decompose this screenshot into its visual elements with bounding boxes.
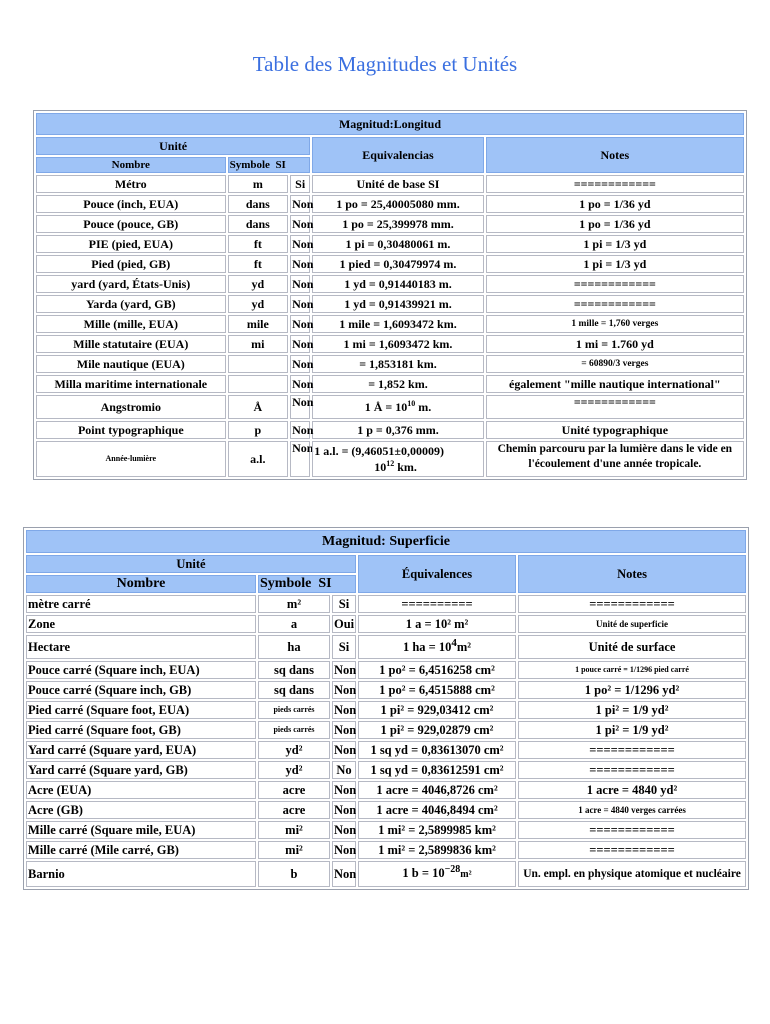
- unit-symbol: ft: [228, 255, 289, 273]
- unit-equiv: 1 sq yd = 0,83613070 cm²: [358, 741, 516, 759]
- unit-notes: 1 pi = 1/3 yd: [486, 235, 744, 253]
- unit-notes: 1 pi² = 1/9 yd²: [518, 701, 746, 719]
- unit-si: Oui: [334, 617, 355, 631]
- unit-equiv: = 1,852 km.: [312, 375, 483, 393]
- unit-notes: 1 pi = 1/3 yd: [486, 255, 744, 273]
- unit-si: Non: [334, 803, 357, 817]
- table-row: [36, 375, 744, 393]
- unit-notes: 1 acre = 4840 yd²: [518, 781, 746, 799]
- symbol-header: Symbole: [229, 159, 270, 171]
- unit-symbol: pieds carrés: [258, 721, 330, 739]
- unit-notes: ============: [518, 761, 746, 779]
- table-row: [26, 681, 746, 699]
- angstrom-equiv-unit: m.: [418, 400, 432, 414]
- unit-notes: Unité de superficie: [518, 615, 746, 633]
- symbol-header: Symbole: [260, 576, 312, 591]
- table-row: [26, 721, 746, 739]
- unit-si: Non: [334, 723, 357, 737]
- unit-si: Non: [334, 743, 357, 757]
- unit-si: Non: [334, 683, 357, 697]
- unit-equiv: [358, 861, 516, 887]
- unit-equiv: [312, 441, 483, 477]
- unit-si: Non: [292, 277, 314, 291]
- unit-symbol: pieds carrés: [258, 701, 330, 719]
- lightyear-equiv-exponent: 12: [386, 459, 395, 468]
- table-row: [26, 595, 746, 613]
- unit-si: Non: [334, 663, 357, 677]
- unit-name: Pouce (inch, EUA): [36, 195, 226, 213]
- unit-symbol: Å: [228, 395, 289, 419]
- unit-symbol: dans: [228, 195, 289, 213]
- unit-symbol: yd²: [258, 761, 330, 779]
- unit-symbol: yd: [228, 275, 289, 293]
- unit-name: Pied carré (Square foot, GB): [26, 721, 256, 739]
- unit-notes: 1 mi = 1.760 yd: [486, 335, 744, 353]
- unit-symbol: mi²: [258, 821, 330, 839]
- unit-name: Mile nautique (EUA): [36, 355, 226, 373]
- unit-symbol: mi²: [258, 841, 330, 859]
- unit-name: Point typographique: [36, 421, 226, 439]
- unit-equiv: 1 po² = 6,4516258 cm²: [358, 661, 516, 679]
- table-row: [36, 215, 744, 233]
- unit-equiv: 1 a = 10² m²: [358, 615, 516, 633]
- unit-name: yard (yard, États-Unis): [36, 275, 226, 293]
- unit-si: Non: [290, 395, 310, 419]
- unit-equiv: 1 mi² = 2,5899836 km²: [358, 841, 516, 859]
- unit-notes: 1 mille = 1,760 verges: [486, 315, 744, 333]
- table-row: [36, 355, 744, 373]
- table-row: [36, 275, 744, 293]
- unit-symbol: yd²: [258, 741, 330, 759]
- barn-equiv-base: 1 b = 10: [402, 866, 445, 880]
- unit-equiv: 1 po = 25,399978 mm.: [312, 215, 483, 233]
- unit-si: Si: [290, 175, 310, 193]
- unit-si: Si: [332, 635, 356, 659]
- unit-symbol: [228, 355, 289, 373]
- unit-symbol: acre: [258, 801, 330, 819]
- unit-equiv: 1 yd = 0,91439921 m.: [312, 295, 483, 313]
- unit-si: Non: [292, 217, 314, 231]
- unit-notes: ============: [518, 841, 746, 859]
- table-row: [36, 335, 744, 353]
- unit-si: Non: [290, 441, 310, 477]
- unit-header: Unité: [36, 137, 310, 155]
- table-row: [36, 395, 744, 419]
- notes-header: Notes: [518, 555, 746, 593]
- unit-si: No: [332, 761, 356, 779]
- angstrom-equiv-exponent: 10: [407, 399, 416, 408]
- table-row: [26, 701, 746, 719]
- unit-name: Yard carré (Square yard, GB): [26, 761, 256, 779]
- unit-name: Milla maritime internationale: [36, 375, 226, 393]
- unit-notes: Unité de surface: [518, 635, 746, 659]
- table-row: [26, 741, 746, 759]
- unit-si: Non: [292, 317, 314, 331]
- unit-notes: = 60890/3 verges: [486, 355, 744, 373]
- unit-symbol: ha: [258, 635, 330, 659]
- barn-equiv-exponent: −28: [444, 863, 461, 875]
- unit-name: Acre (EUA): [26, 781, 256, 799]
- unit-name: Zone: [26, 615, 256, 633]
- unit-name: Mille carré (Square mile, EUA): [26, 821, 256, 839]
- table-row: [36, 175, 744, 193]
- unit-equiv: 1 po² = 6,4515888 cm²: [358, 681, 516, 699]
- table-row: [26, 661, 746, 679]
- unit-name: PIE (pied, EUA): [36, 235, 226, 253]
- unit-equiv: 1 pi² = 929,02879 cm²: [358, 721, 516, 739]
- unit-name: mètre carré: [26, 595, 256, 613]
- unit-si: Non: [292, 237, 314, 251]
- unit-symbol: a.l.: [228, 441, 289, 477]
- unit-symbol: a: [258, 615, 330, 633]
- unit-si: Non: [332, 861, 356, 887]
- barn-equiv-unit: m²: [460, 869, 472, 880]
- unit-notes: Chemin parcouru par la lumière dans le vide en l'écoulement d'une année tropicale.: [486, 441, 744, 477]
- unit-si: Non: [292, 423, 314, 437]
- angstrom-equiv-base: 1 Å = 10: [364, 400, 408, 414]
- unit-equiv: 1 pied = 0,30479974 m.: [312, 255, 483, 273]
- unit-si: Si: [332, 595, 356, 613]
- unit-name: Yarda (yard, GB): [36, 295, 226, 313]
- unit-si: Non: [334, 823, 357, 837]
- unit-name: Pied carré (Square foot, EUA): [26, 701, 256, 719]
- symbol-si-header: [258, 575, 356, 593]
- unit-name: Barnio: [26, 861, 256, 887]
- si-header: SI: [275, 159, 286, 171]
- notes-header: Notes: [486, 137, 744, 173]
- table-row: [26, 821, 746, 839]
- unit-notes: 1 po = 1/36 yd: [486, 195, 744, 213]
- unit-name: Mille carré (Mile carré, GB): [26, 841, 256, 859]
- hectare-equiv-unit: m²: [456, 640, 472, 654]
- unit-symbol: mi: [228, 335, 289, 353]
- unit-equiv: [358, 635, 516, 659]
- symbol-si-header: [228, 157, 311, 173]
- unit-equiv: 1 mi² = 2,5899985 km²: [358, 821, 516, 839]
- table-row: [26, 841, 746, 859]
- unit-name: Pouce carré (Square inch, GB): [26, 681, 256, 699]
- unit-equiv: 1 pi = 0,30480061 m.: [312, 235, 483, 253]
- table-row: [26, 861, 746, 887]
- unit-symbol: acre: [258, 781, 330, 799]
- unit-symbol: b: [258, 861, 330, 887]
- surface-table: [23, 527, 749, 890]
- unit-symbol: m²: [258, 595, 330, 613]
- unit-si: Non: [334, 783, 357, 797]
- unit-equiv: [312, 395, 483, 419]
- unit-si: Non: [292, 257, 314, 271]
- unit-name: Métro: [36, 175, 226, 193]
- equiv-header: Equivalencias: [312, 137, 483, 173]
- unit-name: Angstromio: [36, 395, 226, 419]
- unit-notes: ============: [486, 175, 744, 193]
- table-row: [36, 441, 744, 477]
- unit-si: Non: [334, 843, 357, 857]
- unit-notes: ============: [518, 741, 746, 759]
- table-row: [36, 421, 744, 439]
- lightyear-equiv-base: 10: [374, 460, 387, 474]
- unit-si: Non: [292, 377, 314, 391]
- unit-notes: 1 pouce carré = 1/1296 pied carré: [518, 661, 746, 679]
- unit-notes: 1 po = 1/36 yd: [486, 215, 744, 233]
- unit-equiv: 1 p = 0,376 mm.: [312, 421, 483, 439]
- unit-name: Mille statutaire (EUA): [36, 335, 226, 353]
- unit-name: Acre (GB): [26, 801, 256, 819]
- table-row: [26, 781, 746, 799]
- unit-si: Non: [292, 297, 314, 311]
- unit-equiv: 1 po = 25,40005080 mm.: [312, 195, 483, 213]
- unit-name: Pied (pied, GB): [36, 255, 226, 273]
- unit-notes: Un. empl. en physique atomique et nucléaire: [518, 861, 746, 887]
- table-row: [26, 761, 746, 779]
- unit-si: Non: [292, 357, 314, 371]
- unit-si: Non: [292, 197, 314, 211]
- table-row: [36, 295, 744, 313]
- unit-notes: ============: [486, 295, 744, 313]
- unit-equiv: 1 acre = 4046,8494 cm²: [358, 801, 516, 819]
- unit-name: Hectare: [26, 635, 256, 659]
- unit-notes: également "mille nautique international": [486, 375, 744, 393]
- unit-notes: ============: [486, 275, 744, 293]
- unit-notes: 1 acre = 4840 verges carrées: [518, 801, 746, 819]
- lightyear-equiv-value: 1 a.l. = (9,46051±0,00009): [314, 444, 444, 458]
- hectare-equiv-base: 1 ha = 10: [402, 640, 452, 654]
- unit-symbol: mile: [228, 315, 289, 333]
- unit-symbol: yd: [228, 295, 289, 313]
- unit-symbol: dans: [228, 215, 289, 233]
- unit-equiv: 1 yd = 0,91440183 m.: [312, 275, 483, 293]
- unit-notes: ============: [486, 395, 744, 419]
- unit-notes: ============: [518, 595, 746, 613]
- unit-name: Pouce carré (Square inch, EUA): [26, 661, 256, 679]
- name-header: Nombre: [26, 575, 256, 593]
- lightyear-equiv-unit: km.: [397, 460, 417, 474]
- unit-equiv: 1 mile = 1,6093472 km.: [312, 315, 483, 333]
- unit-name: Mille (mille, EUA): [36, 315, 226, 333]
- unit-equiv: 1 mi = 1,6093472 km.: [312, 335, 483, 353]
- table-row: [26, 801, 746, 819]
- unit-symbol: p: [228, 421, 289, 439]
- unit-notes: 1 po² = 1/1296 yd²: [518, 681, 746, 699]
- surface-table-caption: Magnitud: Superficie: [26, 530, 746, 553]
- name-header: Nombre: [36, 157, 226, 173]
- unit-symbol: [228, 375, 289, 393]
- unit-si: Non: [292, 337, 314, 351]
- unit-notes: Unité typographique: [486, 421, 744, 439]
- table-row: [36, 235, 744, 253]
- table-row: [26, 615, 746, 633]
- unit-equiv: 1 acre = 4046,8726 cm²: [358, 781, 516, 799]
- table-row: [36, 315, 744, 333]
- page-title: Table des Magnitudes et Unités: [252, 52, 518, 76]
- unit-symbol: sq dans: [258, 661, 330, 679]
- si-header: SI: [318, 576, 332, 591]
- unit-equiv: ==========: [358, 595, 516, 613]
- unit-symbol: sq dans: [258, 681, 330, 699]
- equiv-header: Équivalences: [358, 555, 516, 593]
- unit-name: Pouce (pouce, GB): [36, 215, 226, 233]
- unit-symbol: m: [228, 175, 289, 193]
- unit-equiv: 1 sq yd = 0,83612591 cm²: [358, 761, 516, 779]
- length-table: [33, 110, 747, 480]
- length-table-caption: Magnitud:Longitud: [36, 113, 744, 135]
- unit-equiv: = 1,853181 km.: [312, 355, 483, 373]
- unit-header: Unité: [26, 555, 356, 573]
- unit-equiv: Unité de base SI: [312, 175, 483, 193]
- unit-name: Yard carré (Square yard, EUA): [26, 741, 256, 759]
- table-row: [36, 255, 744, 273]
- hectare-equiv-exponent: 4: [451, 636, 457, 649]
- unit-notes: ============: [518, 821, 746, 839]
- unit-si: Non: [334, 703, 357, 717]
- unit-name: Année-lumière: [36, 441, 226, 477]
- unit-notes: 1 pi² = 1/9 yd²: [518, 721, 746, 739]
- unit-equiv: 1 pi² = 929,03412 cm²: [358, 701, 516, 719]
- table-row: [36, 195, 744, 213]
- unit-symbol: ft: [228, 235, 289, 253]
- table-row: [26, 635, 746, 659]
